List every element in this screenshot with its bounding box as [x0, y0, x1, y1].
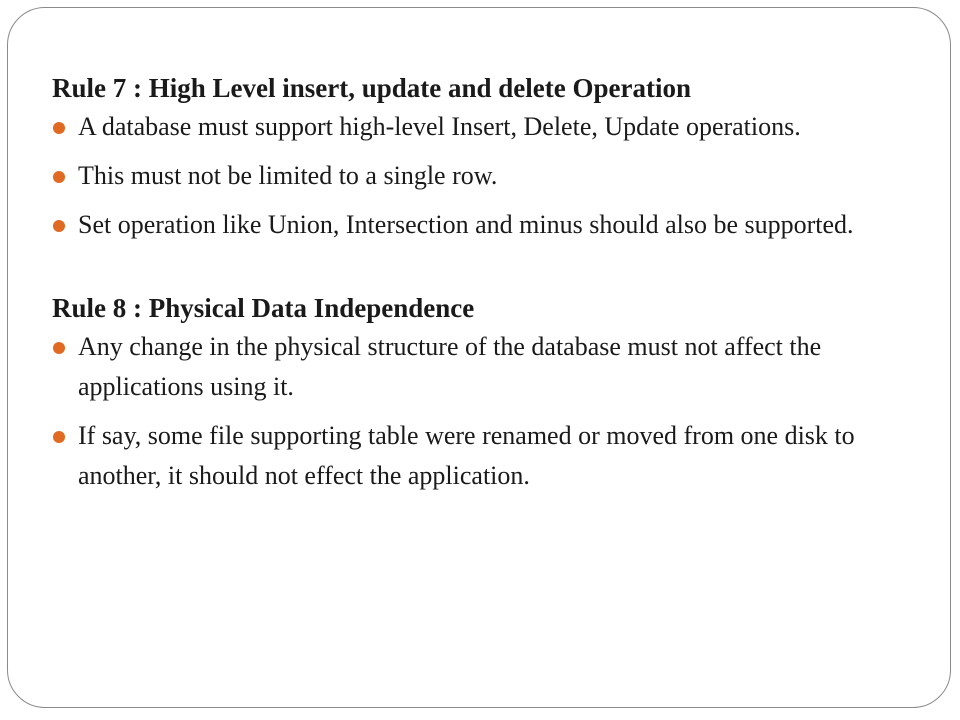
bullet-text: A database must support high-level Insert, Delete, Update operations. [78, 112, 801, 141]
bullet-text: Set operation like Union, Intersection and minus should also be supported. [78, 210, 854, 239]
slide-content [52, 70, 892, 496]
bullet-text: Any change in the physical structure of the database must not affect the applications using it. [78, 332, 822, 401]
rule-7-section [52, 70, 892, 245]
rule-8-heading: Rule 8 : Physical Data Independence [52, 293, 475, 323]
bullet-dot-icon [53, 342, 65, 354]
bullet-item [52, 327, 892, 407]
bullet-dot-icon [53, 220, 65, 232]
bullet-item [52, 107, 892, 147]
bullet-dot-icon [53, 122, 65, 134]
bullet-item [52, 156, 892, 196]
rule-7-bullet-list [52, 107, 892, 245]
bullet-item [52, 416, 892, 496]
rule-7-heading: Rule 7 : High Level insert, update and delete Operation [52, 73, 691, 103]
rule-8-section [52, 290, 892, 496]
bullet-text: If say, some file supporting table were renamed or moved from one disk to another, it should not effect the application. [78, 421, 855, 490]
bullet-dot-icon [53, 431, 65, 443]
rule-8-bullet-list [52, 327, 892, 496]
bullet-item [52, 205, 892, 245]
bullet-dot-icon [53, 171, 65, 183]
bullet-text: This must not be limited to a single row. [78, 161, 498, 190]
